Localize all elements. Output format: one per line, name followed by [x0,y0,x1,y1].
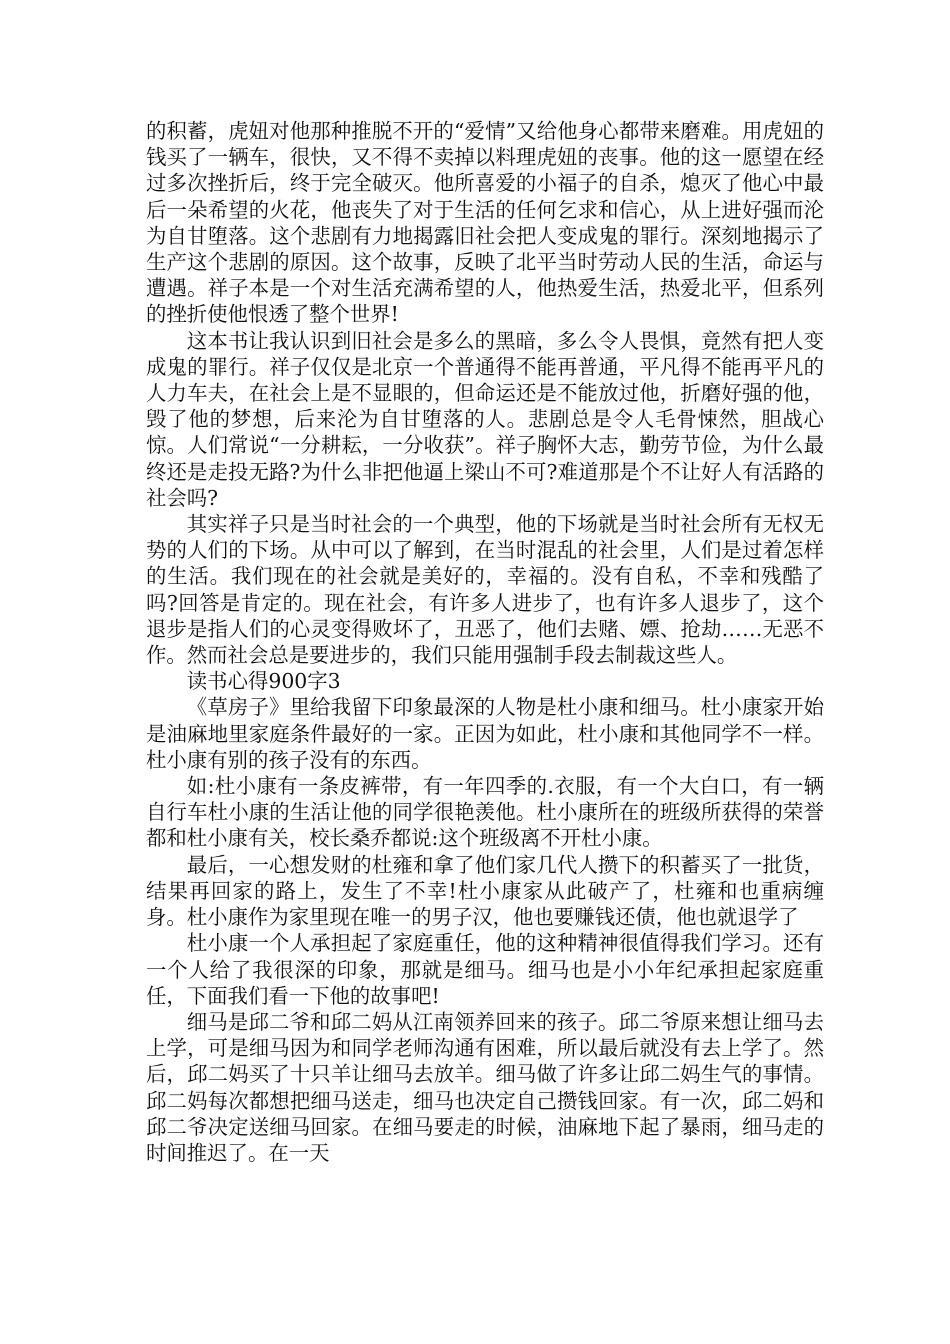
paragraph-2: 这本书让我认识到旧社会是多么的黑暗，多么令人畏惧，竟然有把人变成鬼的罪行。祥子仅仅是北京一个普通得不能再普通，平凡得不能再平凡的人力车夫，在社会上是不显眼的，但命运还是不能放过他，折磨好强的他，毁了他的梦想，后来沦为自甘堕落的人。悲剧总是令人毛骨悚然，胆战心惊。人们常说“一分耕耘，一分收获”。祥子胸怀大志，勤劳节俭，为什么最终还是走投无路?为什么非把他逼上梁山不可?难道那是个不让好人有活路的社会吗? [146,328,824,510]
section-paragraph-5: 细马是邱二爷和邱二妈从江南领养回来的孩子。邱二爷原来想让细马去上学，可是细马因为和同学老师沟通有困难，所以最后就没有去上学了。然后，邱二妈买了十只羊让细马去放羊。细马做了许多让邱二妈生气的事情。邱二妈每次都想把细马送走，细马也决定自己攒钱回家。有一次，邱二妈和邱二爷决定送细马回家。在细马要走的时候，油麻地下起了暴雨，细马走的时间推迟了。在一天 [146,1009,824,1165]
section-paragraph-2: 如:杜小康有一条皮裤带，有一年四季的.衣服，有一个大白口，有一辆自行车杜小康的生活让他的同学很艳羡他。杜小康所在的班级所获得的荣誉都和杜小康有关，校长桑乔都说:这个班级离不开杜小康。 [146,774,824,851]
section-paragraph-1: 《草房子》里给我留下印象最深的人物是杜小康和细马。杜小康家开始是油麻地里家庭条件最好的一家。正因为如此，杜小康和其他同学不一样。杜小康有别的孩子没有的东西。 [146,695,824,772]
paragraph-3: 其实祥子只是当时社会的一个典型，他的下场就是当时社会所有无权无势的人们的下场。从中可以了解到，在当时混乱的社会里，人们是过着怎样的生活。我们现在的社会就是美好的，幸福的。没有自私，不幸和残酷了吗?回答是肯定的。现在社会，有许多人进步了，也有许多人退步了，这个退步是指人们的心灵变得败坏了，丑恶了，他们去赌、嫖、抢劫……无恶不作。然而社会总是要进步的，我们只能用强制手段去制裁这些人。 [146,512,824,668]
section-paragraph-3: 最后，一心想发财的杜雍和拿了他们家几代人攒下的积蓄买了一批货，结果再回家的路上，发生了不幸!杜小康家从此破产了，杜雍和也重病缠身。杜小康作为家里现在唯一的男子汉，他也要赚钱还债，他也就退学了 [146,852,824,930]
section-paragraph-4: 杜小康一个人承担起了家庭重任，他的这种精神很值得我们学习。还有一个人给了我很深的印象，那就是细马。细马也是小小年纪承担起家庭重任，下面我们看一下他的故事吧! [146,931,824,1008]
document-page [146,118,824,1166]
paragraph-1: 的积蓄，虎妞对他那种推脱不开的“爱情”又给他身心都带来磨难。用虎妞的钱买了一辆车，很快，又不得不卖掉以料理虎妞的丧事。他的这一愿望在经过多次挫折后，终于完全破灭。他所喜爱的小福子的自杀，熄灭了他心中最后一朵希望的火花，他丧失了对于生活的任何乞求和信心，从上进好强而沦为自甘堕落。这个悲剧有力地揭露旧社会把人变成鬼的罪行。深刻地揭示了生产这个悲剧的原因。这个故事，反映了北平当时劳动人民的生活，命运与遭遇。祥子本是一个对生活充满希望的人，他热爱生活，热爱北平，但系列的挫折使他恨透了整个世界! [146,119,824,327]
section-heading: 读书心得900字3 [186,669,341,694]
